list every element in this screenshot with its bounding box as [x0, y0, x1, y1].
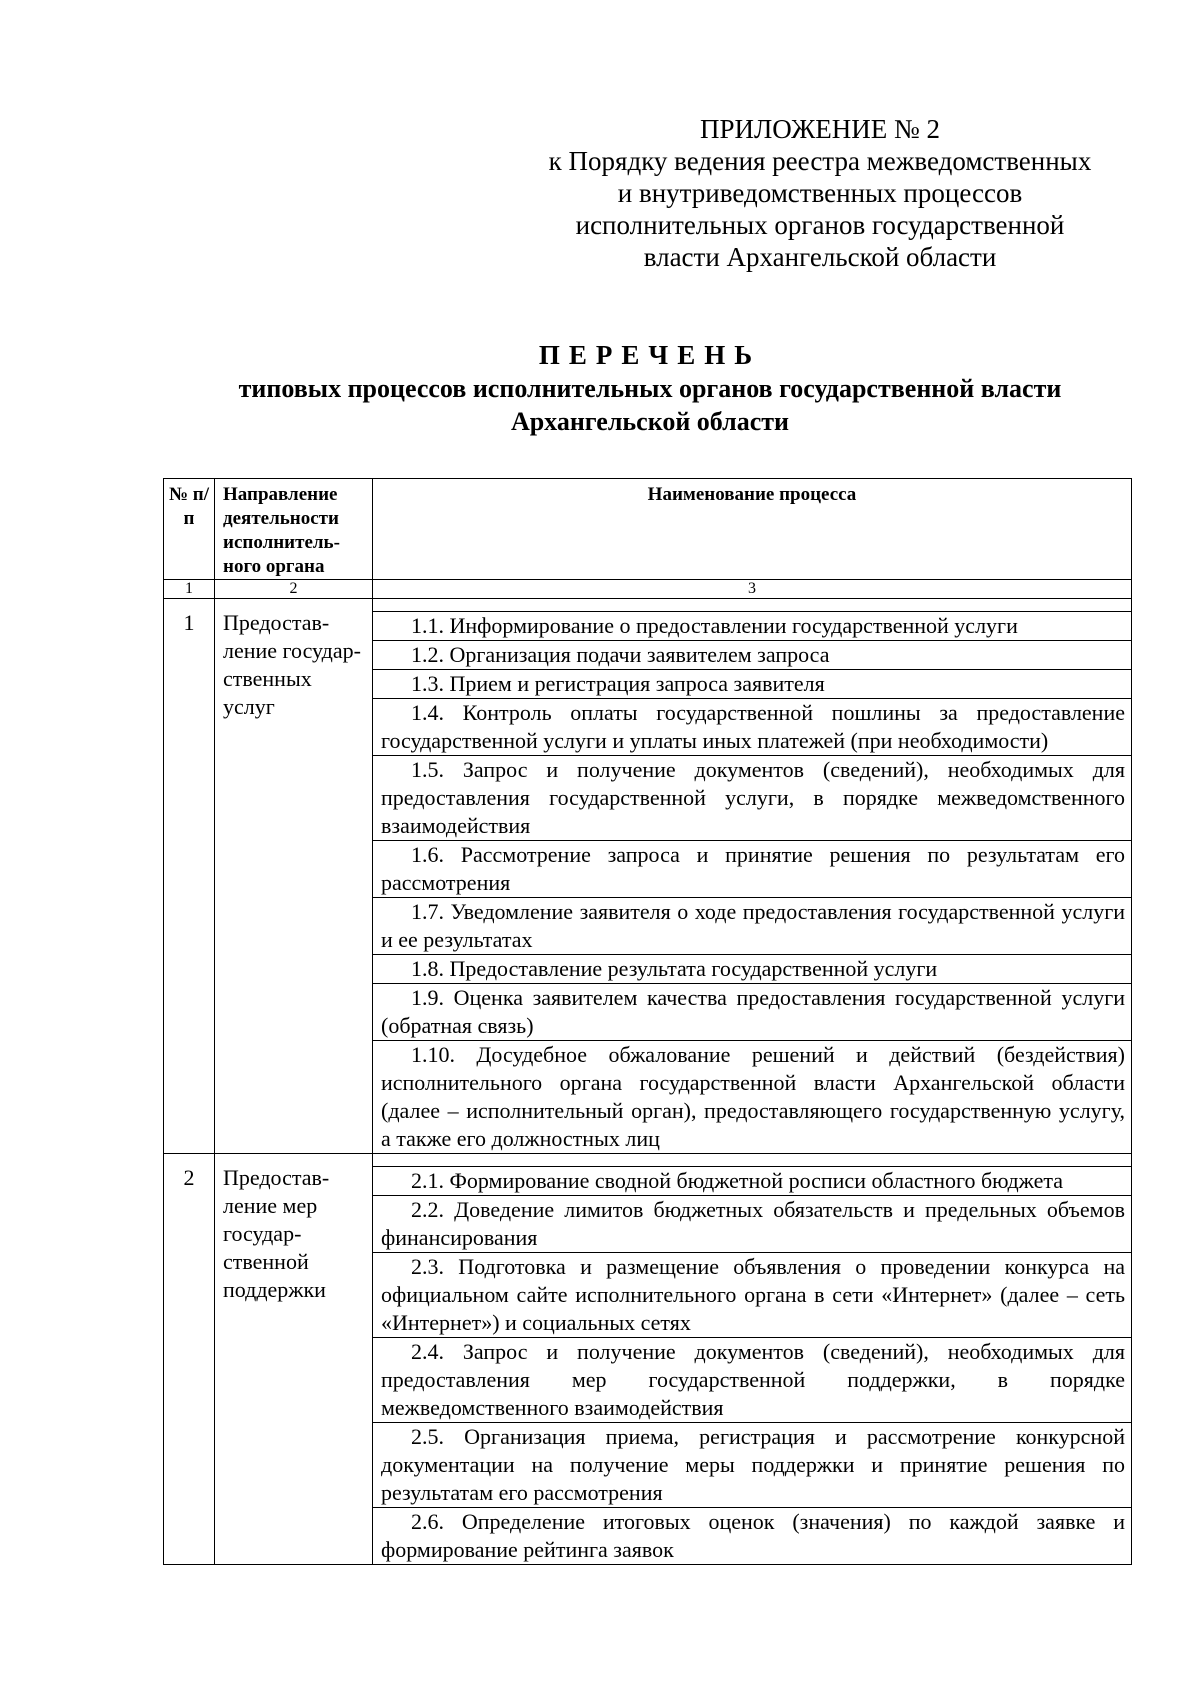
process-item: 2.2. Доведение лимитов бюджетных обязательств и предельных объемов финансирования [373, 1196, 1131, 1253]
process-item: 1.2. Организация подачи заявителем запроса [373, 641, 1131, 670]
process-list [373, 1154, 1132, 1565]
process-item: 1.9. Оценка заявителем качества предоставления государственной услуги (обратная связь) [373, 984, 1131, 1041]
header-direction: Направление деятельности исполнитель-ного органа [215, 479, 373, 580]
table-row [164, 599, 1132, 1154]
process-item: 2.1. Формирование сводной бюджетной росписи областного бюджета [373, 1167, 1131, 1196]
header-number: № п/п [164, 479, 215, 580]
appendix-line: к Порядку ведения реестра межведомственных [548, 146, 1092, 176]
appendix-line: власти Архангельской области [643, 242, 997, 272]
process-item: 2.6. Определение итоговых оценок (значения) по каждой заявке и формирование рейтинга заявок [381, 1509, 1125, 1562]
document-title [160, 338, 1140, 438]
process-item: 2.3. Подготовка и размещение объявления о проведении конкурса на официальном сайте исполнительного органа в сети «Интернет» (далее – сеть «Интернет») и социальных сетях [373, 1253, 1131, 1338]
table-header-row [164, 479, 1132, 580]
header-process-name: Наименование процесса [373, 479, 1132, 580]
appendix-header [520, 113, 1120, 273]
process-item: 1.10. Досудебное обжалование решений и действий (бездействия) исполнительного органа государственной власти Архангельской области (далее – исполнительный орган), предоставляющего государственную услугу, а также его должностных лиц [381, 1042, 1125, 1151]
process-item: 1.6. Рассмотрение запроса и принятие решения по результатам его рассмотрения [373, 841, 1131, 898]
appendix-line: исполнительных органов государственной [575, 210, 1065, 240]
group-direction: Предостав-ление государ-ственных услуг [215, 599, 373, 1154]
process-item: 2.5. Организация приема, регистрация и рассмотрение конкурсной документации на получение меры поддержки и принятие решения по результатам его рассмотрения [373, 1423, 1131, 1508]
process-list [373, 599, 1132, 1154]
process-item: 1.1. Информирование о предоставлении государственной услуги [373, 612, 1131, 641]
process-item: 2.4. Запрос и получение документов (сведений), необходимых для предоставления мер государственной поддержки, в порядке межведомственного взаимодействия [373, 1338, 1131, 1423]
column-number: 2 [215, 580, 373, 599]
appendix-title: ПРИЛОЖЕНИЕ № 2 [699, 114, 941, 144]
group-number: 2 [164, 1154, 215, 1565]
column-number: 1 [164, 580, 215, 599]
title-subtitle: типовых процессов исполнительных органов государственной власти [238, 374, 1062, 403]
column-number: 3 [373, 580, 1132, 599]
title-subtitle: Архангельской области [510, 407, 790, 436]
process-table [163, 478, 1132, 1565]
title-main: ПЕРЕЧЕНЬ [538, 340, 762, 370]
process-item: 1.7. Уведомление заявителя о ходе предоставления государственной услуги и ее результатах [373, 898, 1131, 955]
table-row [164, 1154, 1132, 1565]
process-item: 1.5. Запрос и получение документов (сведений), необходимых для предоставления государственной услуги, в порядке межведомственного взаимодействия [373, 756, 1131, 841]
process-item: 1.4. Контроль оплаты государственной пошлины за предоставление государственной услуги и уплаты иных платежей (при необходимости) [373, 699, 1131, 756]
process-item: 1.8. Предоставление результата государственной услуги [373, 955, 1131, 984]
column-number-row [164, 580, 1132, 599]
appendix-line: и внутриведомственных процессов [617, 178, 1023, 208]
process-item: 1.3. Прием и регистрация запроса заявителя [373, 670, 1131, 699]
group-number: 1 [164, 599, 215, 1154]
group-direction: Предостав-ление мер государ-ственной поддержки [215, 1154, 373, 1565]
